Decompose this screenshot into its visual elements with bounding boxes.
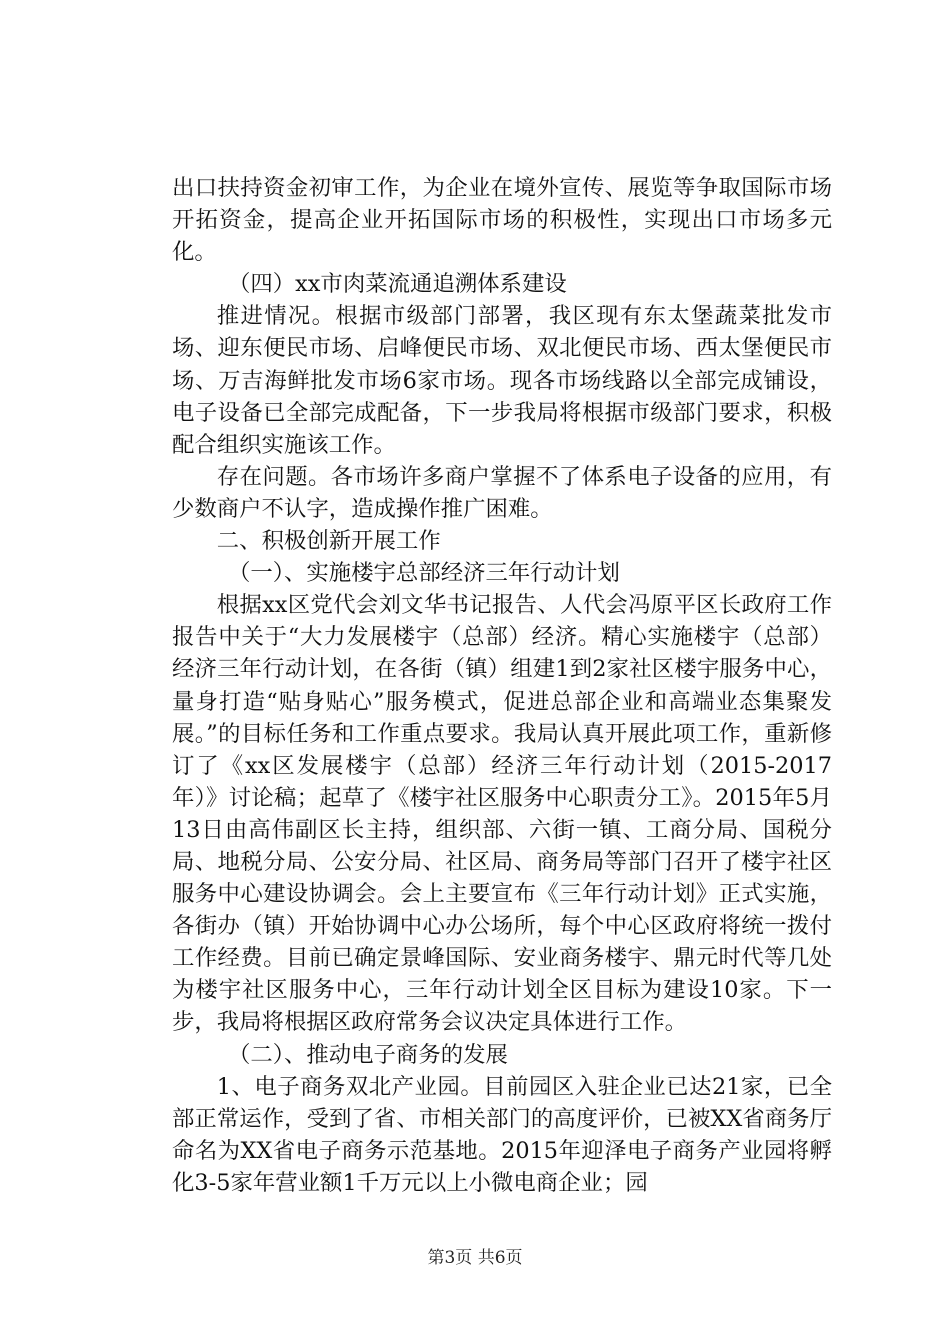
page-number: 第3页 共6页 [427, 1248, 523, 1268]
heading-building-economy: （一）、实施楼宇总部经济三年行动计划 [228, 560, 620, 587]
heading-ecommerce: （二）、推动电子商务的发展 [228, 1041, 508, 1068]
paragraph-ecommerce-park: 1、电子商务双北产业园。目前园区入驻企业已达21家，已全部正常运作，受到了省、市相关部门的高度评价，已被XX省商务厅命名为XX省电子商务示范基地。2015年迎泽电子商务产业园将孵化3-5家年营业额1千万元以上小微电商企业；园 [172, 1073, 832, 1196]
paragraph-export-funding: 出口扶持资金初审工作，为企业在境外宣传、展览等争取国际市场开拓资金，提高企业开拓国际市场的积极性，实现出口市场多元化。 [172, 175, 832, 266]
paragraph-building-economy: 根据xx区党代会刘文华书记报告、人代会冯原平区长政府工作报告中关于“大力发展楼宇（总部）经济。精心实施楼宇（总部）经济三年行动计划，在各街（镇）组建1到2家社区楼宇服务中心，量身打造“贴身贴心”服务模式，促进总部企业和高端业态集聚发展。”的目标任务和工作重点要求。我局认真开展此项工作，重新修订了《xx区发展楼宇（总部）经济三年行动计划（2015-2017年）》讨论稿；起草了《楼宇社区服务中心职责分工》。2015年5月13日由高伟副区长主持，组织部、六街一镇、工商分局、国税分局、地税分局、公安分局、社区局、商务局等部门召开了楼宇社区服务中心建设协调会。会上主要宣布《三年行动计划》正式实施，各街办（镇）开始协调中心办公场所，每个中心区政府将统一拨付工作经费。目前已确定景峰国际、安业商务楼宇、鼎元时代等几处为楼宇社区服务中心，三年行动计划全区目标为建设10家。下一步，我局将根据区政府常务会议决定具体进行工作。 [172, 592, 832, 1036]
document-body [172, 172, 832, 1199]
paragraph-progress: 推进情况。根据市级部门部署，我区现有东太堡蔬菜批发市场、迎东便民市场、启峰便民市场、双北便民市场、西太堡便民市场、万吉海鲜批发市场6家市场。现各市场线路以全部完成铺设，电子设备已全部完成配备，下一步我局将根据市级部门要求，积极配合组织实施该工作。 [172, 303, 832, 458]
heading-innovation: 二、积极创新开展工作 [216, 528, 441, 555]
paragraph-problems: 存在问题。各市场许多商户掌握不了体系电子设备的应用，有少数商户不认字，造成操作推广困难。 [172, 463, 832, 522]
heading-traceability-system: （四）xx市肉菜流通追溯体系建设 [228, 271, 567, 298]
